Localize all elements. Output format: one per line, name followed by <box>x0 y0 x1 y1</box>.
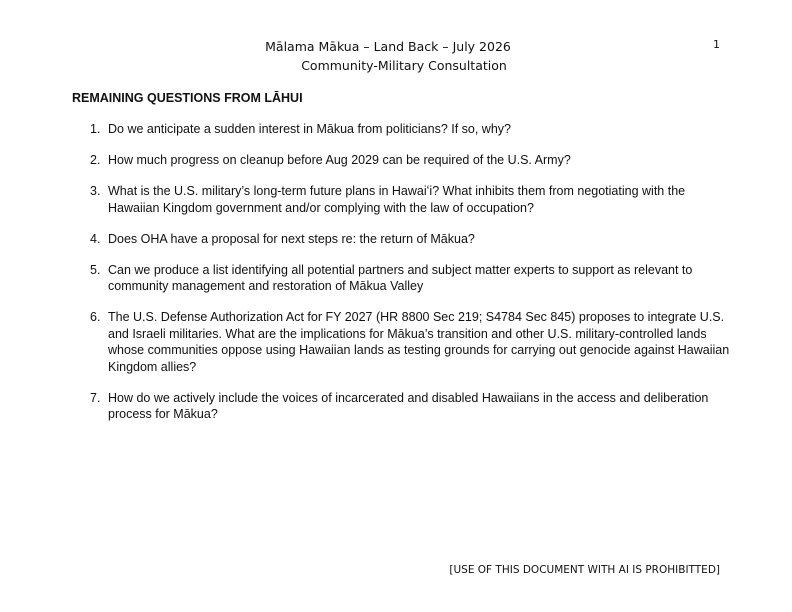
list-item <box>72 121 732 138</box>
list-item <box>72 390 732 423</box>
list-item-text: How do we actively include the voices of incarcerated and disabled Hawaiians in the access and deliberation process for Mākua? <box>108 390 709 421</box>
footer-note: [USE OF THIS DOCUMENT WITH AI IS PROHIBITTED] <box>449 564 720 576</box>
list-item-text: What is the U.S. military’s long-term future plans in Hawaiʻi? What inhibits them from negotiating with the Hawaiian Kingdom government and/or complying with the law of occupation? <box>108 184 686 215</box>
list-item-number: 5. <box>90 262 101 277</box>
questions-list <box>72 121 732 437</box>
list-item-text: The U.S. Defense Authorization Act for FY 2027 (HR 8800 Sec 219; S4784 Sec 845) proposes to integrate U.S. and Israeli militaries. What are the implications for Mākua’s transition and other U.S. military-controlled lands whose communities oppose using Hawaiian lands as testing grounds for carrying out genocide against Hawaiian Kingdom allies? <box>108 310 730 374</box>
list-item-text: Do we anticipate a sudden interest in Mākua from politicians? If so, why? <box>108 122 511 136</box>
list-item <box>72 152 732 169</box>
list-item-text: How much progress on cleanup before Aug 2029 can be required of the U.S. Army? <box>108 153 571 167</box>
list-item <box>72 183 732 216</box>
list-item-number: 2. <box>90 153 101 167</box>
list-item-number: 7. <box>90 390 101 405</box>
list-item <box>72 262 732 295</box>
list-item-number: 1. <box>90 122 101 136</box>
list-item-number: 3. <box>90 184 101 198</box>
document-title: Mālama Mākua – Land Back – July 2026 <box>265 39 511 54</box>
list-item-text: Can we produce a list identifying all potential partners and subject matter experts to support as relevant to community management and restoration of Mākua Valley <box>108 262 693 293</box>
list-item-text: Does OHA have a proposal for next steps re: the return of Mākua? <box>108 231 475 246</box>
list-item <box>72 231 732 248</box>
list-item <box>72 309 732 375</box>
list-item-number: 4. <box>90 231 101 246</box>
section-heading: REMAINING QUESTIONS FROM LĀHUI <box>72 91 303 105</box>
document-subtitle: Community-Military Consultation <box>301 58 507 73</box>
page-number: 1 <box>713 38 720 51</box>
page-header <box>0 37 792 75</box>
list-item-number: 6. <box>90 310 101 324</box>
